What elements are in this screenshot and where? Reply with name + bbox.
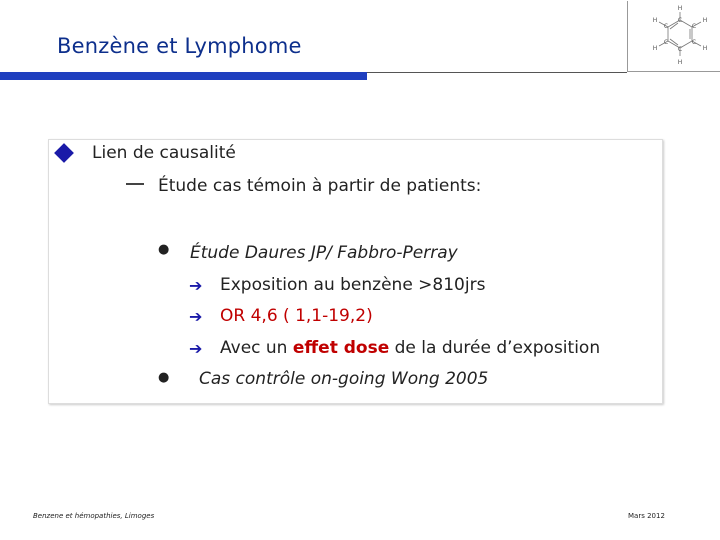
- atom-h-lower-right: H: [702, 45, 708, 52]
- atom-h-top: H: [677, 5, 683, 12]
- atom-h-lower-left: H: [652, 45, 658, 52]
- atom-h-upper-left: H: [652, 17, 658, 24]
- odds-ratio-text: OR 4,6 ( 1,1-19,2): [220, 306, 373, 326]
- right-arrow-icon: ➔: [189, 339, 203, 358]
- right-arrow-icon: ➔: [189, 307, 203, 326]
- dot-bullet-icon: ●: [158, 370, 170, 385]
- atom-c-lower-left: C: [663, 39, 669, 46]
- dose-effect-suffix: de la durée d’exposition: [389, 338, 601, 358]
- level1-text: Lien de causalité: [92, 143, 236, 163]
- title-rule-thin: [367, 72, 627, 73]
- atom-c-bottom: C: [677, 46, 683, 53]
- atom-h-upper-right: H: [702, 17, 708, 24]
- atom-c-lower-right: C: [691, 39, 697, 46]
- exposure-text: Exposition au benzène >810jrs: [220, 275, 486, 295]
- slide-title: Benzène et Lymphome: [57, 34, 302, 58]
- study-daures-text: Étude Daures JP/ Fabbro-Perray: [190, 243, 458, 263]
- wong-study-text: Cas contrôle on-going Wong 2005: [199, 369, 489, 389]
- benzene-molecule-icon: [646, 2, 714, 68]
- footer-date: Mars 2012: [628, 512, 665, 520]
- dose-effect-prefix: Avec un: [220, 338, 293, 358]
- title-rule-thick: [0, 72, 367, 80]
- footer-left: Benzene et hémopathies, Limoges: [33, 512, 155, 520]
- atom-c-top: C: [677, 17, 683, 24]
- atom-c-upper-left: C: [663, 23, 669, 30]
- level2-text: Étude cas témoin à partir de patients:: [158, 176, 482, 196]
- dose-effect-emphasis: effet dose: [292, 338, 390, 358]
- dash-bullet: [126, 183, 144, 185]
- atom-c-upper-right: C: [691, 23, 697, 30]
- right-arrow-icon: ➔: [189, 276, 203, 295]
- dot-bullet-icon: ●: [158, 242, 170, 257]
- dose-effect-line: [220, 338, 600, 358]
- atom-h-bottom: H: [677, 59, 683, 66]
